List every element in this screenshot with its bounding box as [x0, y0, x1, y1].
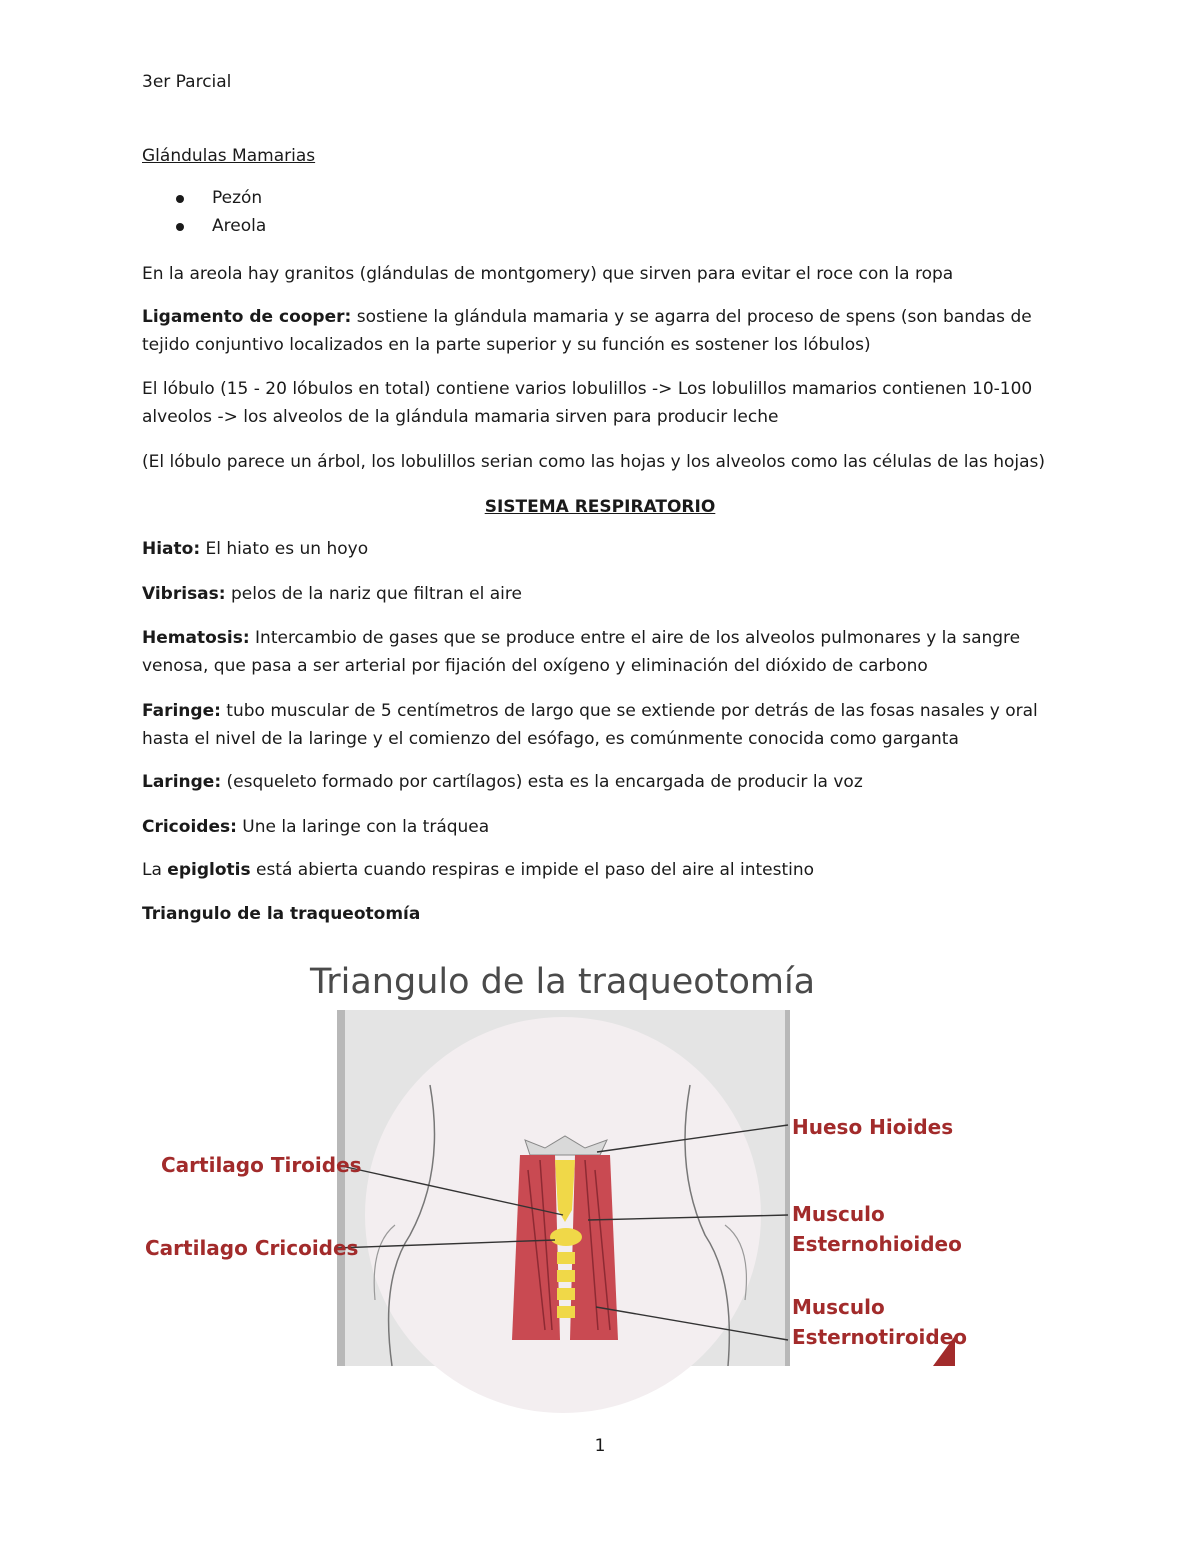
label-esternohioideo-line2: Esternohioideo	[792, 1232, 962, 1256]
label-hueso-hioides: Hueso Hioides	[792, 1115, 954, 1139]
definition-faringe: Faringe: tubo muscular de 5 centímetros de largo que se extiende por detrás de las fosas nasales y oral	[142, 701, 1038, 721]
page-header: 3er Parcial	[142, 72, 232, 92]
definition-faringe-line2: hasta el nivel de la laringe y el comienzo del esófago, es comúnmente conocida como garganta	[142, 729, 959, 749]
bullet-item: Pezón	[212, 188, 263, 208]
paragraph-lobulo: El lóbulo (15 - 20 lóbulos en total) contiene varios lobulillos -> Los lobulillos mamarios contienen 10-100	[142, 379, 1033, 399]
paragraph-areola: En la areola hay granitos (glándulas de montgomery) que sirven para evitar el roce con la ropa	[142, 264, 954, 284]
term-cooper: Ligamento de cooper:	[142, 307, 352, 327]
tracheal-ring	[557, 1270, 575, 1282]
definition-laringe: Laringe: (esqueleto formado por cartílagos) esta es la encargada de producir la voz	[142, 772, 863, 792]
label-cartilago-cricoides: Cartilago Cricoides	[145, 1236, 359, 1260]
cricoid-cartilage	[550, 1228, 582, 1246]
label-esternotiroideo-line2: Esternotiroideo	[792, 1325, 968, 1349]
label-esternotiroideo-line1: Musculo	[792, 1295, 885, 1319]
definition-cricoides: Cricoides: Une la laringe con la tráquea	[142, 817, 490, 837]
figure-frame-left-edge	[337, 1010, 345, 1366]
section-title-respiratorio: SISTEMA RESPIRATORIO	[484, 497, 716, 517]
definition-hematosis: Hematosis: Intercambio de gases que se produce entre el aire de los alveolos pulmonares y la sangre	[142, 628, 1021, 648]
paragraph-lobulo-line2: alveolos -> los alveolos de la glándula mamaria sirven para producir leche	[142, 407, 779, 427]
bullet-item: Areola	[212, 216, 267, 236]
tracheal-ring	[557, 1306, 575, 1318]
section-title-glandulas: Glándulas Mamarias	[142, 146, 316, 166]
definition-epiglotis: La epiglotis está abierta cuando respiras e impide el paso del aire al intestino	[142, 860, 815, 880]
figure-frame-right-edge	[785, 1010, 790, 1366]
label-cartilago-tiroides: Cartilago Tiroides	[161, 1153, 362, 1177]
tracheal-ring	[557, 1288, 575, 1300]
paragraph-cooper-line2: tejido conjuntivo localizados en la parte superior y su función es sostener los lóbulos)	[142, 335, 871, 355]
muscle-right	[570, 1155, 618, 1340]
definition-hematosis-line2: venosa, que pasa a ser arterial por fijación del oxígeno y eliminación del dióxido de carbono	[142, 656, 928, 676]
tracheal-ring	[557, 1252, 575, 1264]
definition-hiato: Hiato: El hiato es un hoyo	[142, 539, 369, 559]
paragraph-arbol: (El lóbulo parece un árbol, los lobulillos serian como las hojas y los alveolos como las células de las hojas)	[142, 452, 1046, 472]
label-esternohioideo-line1: Musculo	[792, 1202, 885, 1226]
definition-vibrisas: Vibrisas: pelos de la nariz que filtran el aire	[142, 584, 522, 604]
figure-title: Triangulo de la traqueotomía	[310, 962, 816, 1002]
page-number: 1	[594, 1436, 606, 1456]
heading-triangulo: Triangulo de la traqueotomía	[142, 904, 421, 924]
cooper-text: sostiene la glándula mamaria y se agarra del proceso de spens (son bandas de	[351, 307, 1032, 327]
